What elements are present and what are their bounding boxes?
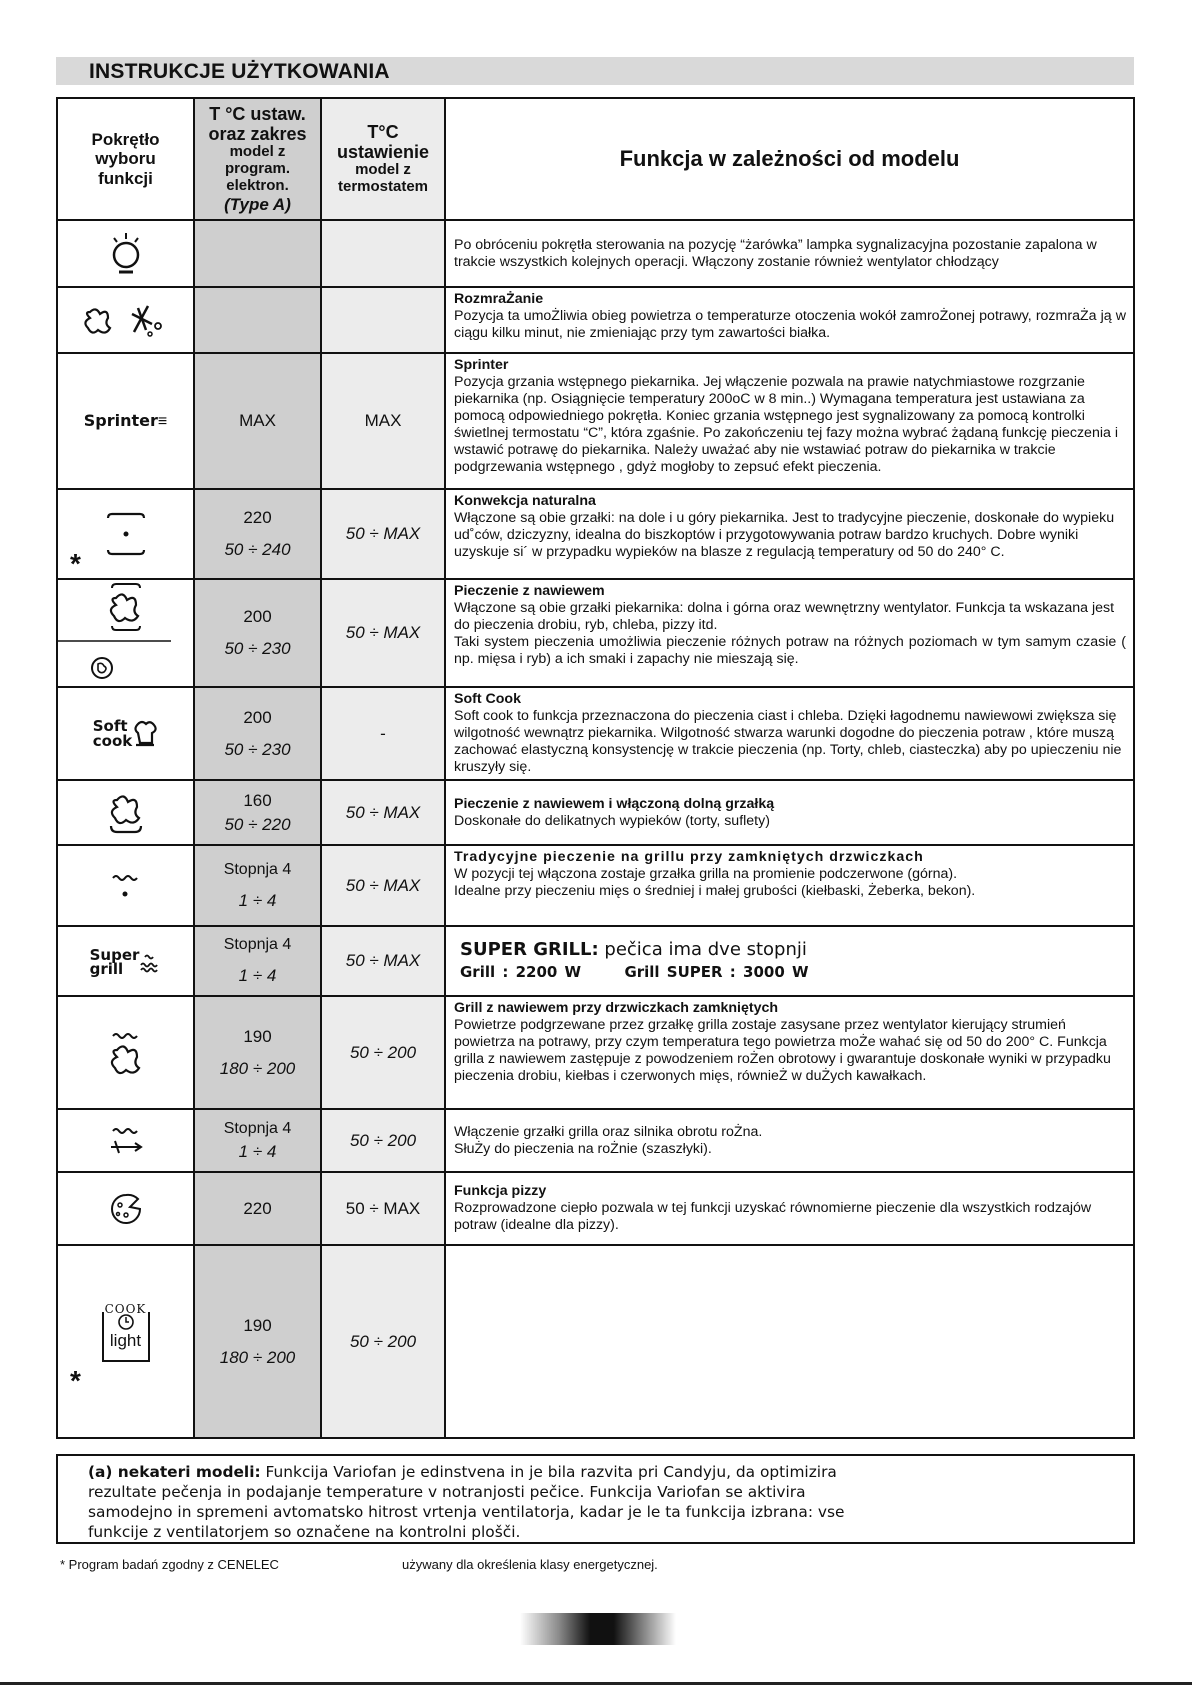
temp-b-cell	[321, 287, 445, 353]
page-title: INSTRUKCJE UŻYTKOWANIA	[89, 60, 390, 83]
temp-a-cell	[194, 287, 321, 353]
temp-b-cell: 50 ÷ 200	[321, 1109, 445, 1172]
temp-b-cell: 50 ÷ MAX	[321, 780, 445, 845]
col-header-knob: Pokrętło wyboru funkcji	[57, 98, 194, 220]
function-description: Konwekcja naturalna Włączone są obie grzałki: na dole i u góry piekarnika. Jest to tradycyjne pieczenie, doskonałe do wypieku ud˚ców, dziczyzny, idealna do biszkoptów i przygotowywania potraw bardzo kruchych. Dobre wyniki uzyskuje si´ w przypadku wypieków na blasze z regulacją temperatury od 50 do 240° C.	[445, 489, 1134, 579]
top-bottom-heat-icon	[57, 489, 194, 579]
table-row	[57, 996, 1134, 1109]
variofan-note	[56, 1454, 1135, 1544]
table-row	[57, 220, 1134, 287]
function-description: RozmraŻanie Pozycja ta umoŻliwia obieg powietrza o temperaturze otoczenia wokół zamroŻonej potrawy, rozmraŻa ją w ciągu kilku minut, nie zmieniając przy tym zawartości białka.	[445, 287, 1134, 353]
function-description: Grill z nawiewem przy drzwiczkach zamkniętych Powietrze podgrzewane przez grzałkę grilla zostaje zasysane przez wentylator kierujący strumień powietrza na potrawy, przy czym temperatura tego powietrza moŻe wahać się od 50 do 200° C. Funkcja grilla z nawiewem zastępuje z powodzeniem roŻen obrotowy i gwarantuje doskonałe wyniki w przypadku pieczenia drobiu, kiełbas i czerwonych mięs, równieŻ w duŻych kawałkach.	[445, 996, 1134, 1109]
table-row	[57, 926, 1134, 996]
rotisserie-icon	[57, 1109, 194, 1172]
function-description: Tradycyjne pieczenie na grillu przy zamkniętych drzwiczkach W pozycji tej włączona zostaje grzałka grilla na promienie podczerwone (górna). Idealne przy pieczeniu mięs o średniej i małej grubości (kiełbaski, Żeberka, bekon).	[445, 845, 1134, 926]
temp-b-cell	[321, 220, 445, 287]
soft-cook-icon: Soft cook	[57, 687, 194, 780]
temp-b-cell: 50 ÷ 200	[321, 1245, 445, 1438]
fan-heat-icon	[57, 579, 194, 687]
table-row	[57, 579, 1134, 687]
cook-light-icon: COOK light *	[57, 1245, 194, 1438]
function-description	[445, 1245, 1134, 1438]
temp-a-cell: 220	[194, 1172, 321, 1245]
function-description: Pieczenie z nawiewem i włączoną dolną grzałką Doskonałe do delikatnych wypieków (torty, suflety)	[445, 780, 1134, 845]
table-row	[57, 1172, 1134, 1245]
function-description: Po obróceniu pokrętła sterowania na pozycję “żarówka” lampka sygnalizacyjna pozostanie zapalona w trakcie wszystkich kolejnych operacji. Włączony zostanie również wentylator chłodzący	[445, 220, 1134, 287]
table-row	[57, 1245, 1134, 1438]
table-row	[57, 287, 1134, 353]
temp-b-cell: 50 ÷ MAX	[321, 926, 445, 996]
chef-hat-icon	[132, 719, 158, 749]
col-header-temp-a: T °C ustaw. oraz zakres model z program. elektron. (Type A)	[194, 98, 321, 220]
temp-a-cell: Stopnja 4 1 ÷ 4	[194, 926, 321, 996]
grill-fan-icon	[57, 996, 194, 1109]
footnote-left: * Program badań zgodny z CENELEC	[60, 1557, 279, 1572]
temp-b-cell: MAX	[321, 353, 445, 489]
table-row	[57, 353, 1134, 489]
col-header-function: Funkcja w zależności od modelu	[445, 98, 1134, 220]
page-marker-bar	[520, 1613, 676, 1645]
temp-b-cell: 50 ÷ MAX	[321, 1172, 445, 1245]
function-description: SUPER GRILL: pečica ima dve stopnji Grill : 2200 W Grill SUPER : 3000 W	[445, 926, 1134, 996]
temp-a-cell: Stopnja 4 1 ÷ 4	[194, 1109, 321, 1172]
temp-a-cell: 200 50 ÷ 230	[194, 579, 321, 687]
temp-a-cell: 190 180 ÷ 200	[194, 996, 321, 1109]
function-description: Włączenie grzałki grilla oraz silnika obrotu roŻna. SłuŻy do pieczenia na roŻnie (szaszłyki).	[445, 1109, 1134, 1172]
table-row	[57, 780, 1134, 845]
temp-a-cell: 200 50 ÷ 230	[194, 687, 321, 780]
temp-b-cell: -	[321, 687, 445, 780]
note-label: (a) nekateri modeli:	[88, 1463, 261, 1481]
lamp-icon	[57, 220, 194, 287]
table-row	[57, 687, 1134, 780]
footnote-right: używany dla określenia klasy energetycznej.	[402, 1557, 658, 1572]
functions-table	[56, 97, 1135, 1439]
pizza-icon	[57, 1172, 194, 1245]
temp-b-cell: 50 ÷ MAX	[321, 489, 445, 579]
temp-a-cell: 190 180 ÷ 200	[194, 1245, 321, 1438]
table-row	[57, 489, 1134, 579]
temp-a-cell: Stopnja 4 1 ÷ 4	[194, 845, 321, 926]
temp-b-cell: 50 ÷ MAX	[321, 579, 445, 687]
temp-a-cell: 220 50 ÷ 240	[194, 489, 321, 579]
speed-lines-icon: ≡	[157, 413, 168, 430]
table-header-row	[57, 98, 1134, 220]
grill-icon	[57, 845, 194, 926]
section-banner	[56, 57, 1134, 85]
temp-b-cell: 50 ÷ 200	[321, 996, 445, 1109]
temp-b-cell: 50 ÷ MAX	[321, 845, 445, 926]
table-row	[57, 845, 1134, 926]
wave-lines-icon	[139, 950, 161, 974]
temp-a-cell	[194, 220, 321, 287]
function-description: Funkcja pizzy Rozprowadzone ciepło pozwala w tej funkcji uzyskać równomierne pieczenie dla wszystkich rodzajów potraw (idealne dla pizzy).	[445, 1172, 1134, 1245]
temp-a-cell: 160 50 ÷ 220	[194, 780, 321, 845]
function-description: Pieczenie z nawiewem Włączone są obie grzałki piekarnika: dolna i górna oraz wewnętrzny wentylator. Funkcja ta wskazana jest do pieczenia drobiu, ryb, chleba, pizzy itd. Taki system pieczenia umożliwia pieczenie różnych potraw na różnych poziomach w tym samym czasie ( np. mięsa i ryb) a ich smaki i zapachy nie mieszają się.	[445, 579, 1134, 687]
cenelec-star: *	[70, 1365, 81, 1396]
note-text: Funkcija Variofan je edinstvena in je bila razvita pri Candyju, da optimizira rezultate pečenja in podajanje temperature v notranjosti pečice. Funkcija Variofan se aktivira samodejno in spremeni avtomatsko hitrost vrtenja ventilatorja, kadar je le ta funkcija izbrana: vse funkcije z ventilatorjem so označene na kontrolni plošči.	[88, 1463, 845, 1541]
temp-a-cell: MAX	[194, 353, 321, 489]
table-row	[57, 1109, 1134, 1172]
cenelec-star: *	[70, 548, 81, 579]
fan-bottom-heat-icon	[57, 780, 194, 845]
function-description: Soft Cook Soft cook to funkcja przeznaczona do pieczenia ciast i chleba. Dzięki łagodnemu nawiewowi zwiększa się wilgotność wewnątrz piekarnika. Wilgotność stwarza warunki dogodne do pieczenia potraw , które muszą zachować elastyczną konsystencję w trakcie pieczenia (np. Torty, chleb, ciasteczka) aby po upieczeniu nie kruszyły się.	[445, 687, 1134, 780]
sprinter-icon: Sprinter≡	[57, 353, 194, 489]
super-grill-icon: Super grill	[57, 926, 194, 996]
col-header-temp-b: T°C ustawienie model z termostatem	[321, 98, 445, 220]
clock-icon	[116, 1312, 136, 1332]
defrost-icon	[57, 287, 194, 353]
function-description: Sprinter Pozycja grzania wstępnego piekarnika. Jej włączenie pozwala na prawie natychmiastowe rozgrzanie piekarnika (np. Osiągnięcie temperatury 200oC w 8 min..) Wymagana temperatura jest ustawiana za pomocą odpowiedniego pokrętła. Koniec grzania wstępnego jest sygnalizowany za pomocą kontrolki świetlnej termostatu “C”, która zgaśnie. Po zakończeniu tej fazy można wybrać żądaną funkcję pieczenia i wstawić potrawę do piekarnika. Należy uważać aby nie wstawiać potraw do piekarnika w trakcie podgrzewania wstępnego , gdyż mogłoby to zepsuć efekt pieczenia.	[445, 353, 1134, 489]
